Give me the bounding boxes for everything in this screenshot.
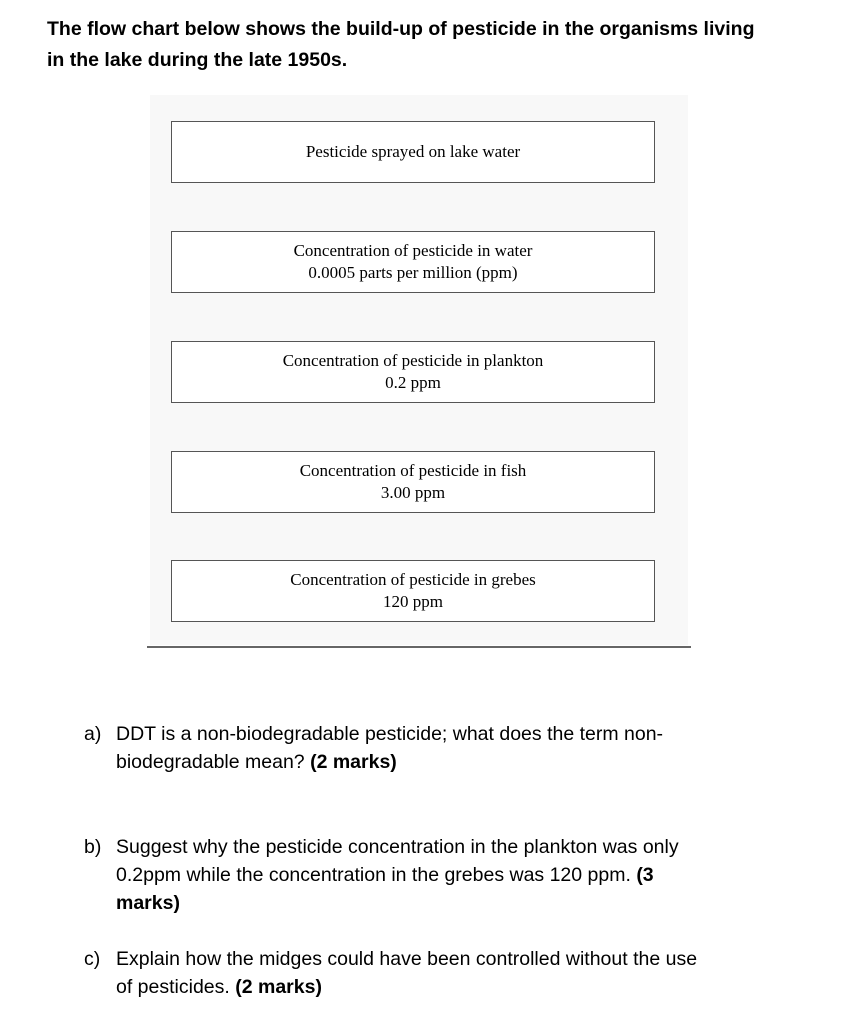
flowchart-box-fish (171, 451, 655, 513)
question-text-line: of pesticides. (116, 976, 236, 998)
flowchart-box-value: 3.00 ppm (380, 483, 446, 502)
marks-label: (2 marks) (235, 976, 322, 998)
question-text-line: 0.2ppm while the concentration in the grebes was 120 ppm. (116, 864, 637, 886)
flowchart-box-sprayed (171, 121, 655, 183)
intro-heading (47, 14, 807, 76)
flowchart-box-text: Concentration of pesticide in fish (299, 461, 527, 480)
flowchart-box-text: Concentration of pesticide in grebes (290, 570, 536, 589)
question-text-line: Explain how the midges could have been controlled without the use (116, 948, 698, 970)
flowchart-box-water (171, 231, 655, 293)
flowchart-box-plankton (171, 341, 655, 403)
flowchart-box-value: 120 ppm (383, 592, 443, 611)
flowchart-box-grebes (171, 560, 655, 622)
flowchart-divider (147, 646, 691, 648)
flowchart-box-value: 0.0005 parts per million (ppm) (308, 263, 518, 282)
question-letter: c) (84, 948, 101, 970)
marks-label-continued: marks) (116, 892, 180, 914)
flowchart-box-text: Concentration of pesticide in water (293, 241, 533, 260)
flowchart-box-value: 0.2 ppm (385, 373, 441, 392)
flowchart-box-text: Pesticide sprayed on lake water (305, 142, 521, 161)
question-text-line: biodegradable mean? (116, 751, 311, 773)
intro-line-1: The flow chart below shows the build-up of pesticide in the organisms living (47, 18, 755, 40)
question-c (84, 945, 784, 1001)
question-letter: b) (84, 836, 102, 858)
question-text-line: DDT is a non-biodegradable pesticide; what does the term non- (116, 723, 664, 745)
marks-label: (2 marks) (310, 751, 397, 773)
flowchart-box-text: Concentration of pesticide in plankton (282, 351, 544, 370)
intro-line-2: in the lake during the late 1950s. (47, 49, 348, 71)
question-b (84, 833, 784, 917)
question-letter: a) (84, 723, 102, 745)
question-a (84, 720, 784, 776)
marks-label: (3 (636, 864, 654, 886)
question-text-line: Suggest why the pesticide concentration in the plankton was only (116, 836, 679, 858)
